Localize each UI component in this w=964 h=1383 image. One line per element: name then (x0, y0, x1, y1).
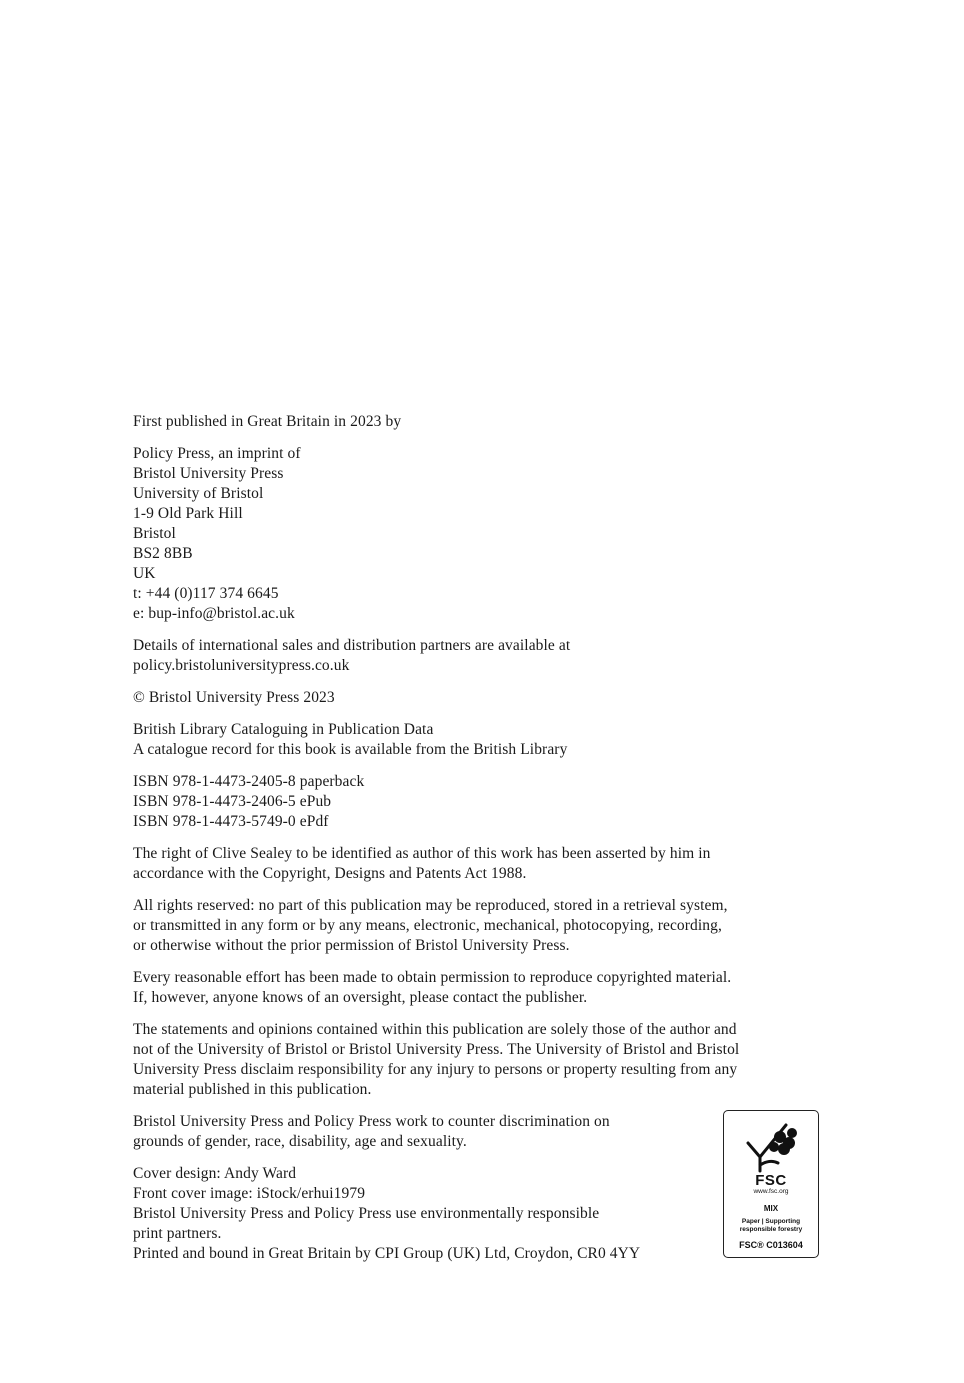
first-published-line: First published in Great Britain in 2023 by (133, 413, 402, 430)
address-line: Bristol University Press (133, 465, 284, 482)
disclaimer-line: University Press disclaim responsibility for any injury to persons or property resulting from any (133, 1061, 738, 1078)
cataloguing-data (133, 720, 833, 760)
fsc-url: www.fsc.org (753, 1188, 789, 1195)
print-partner-line: print partners. (133, 1225, 222, 1242)
address-line: Bristol (133, 525, 176, 542)
fsc-claim-line: Paper | Supporting (741, 1218, 801, 1225)
copyright-notice (133, 688, 833, 708)
moral-rights-statement (133, 844, 833, 884)
printer-line: Printed and bound in Great Britain by CPI Group (UK) Ltd, Croydon, CR0 4YY (133, 1245, 641, 1262)
distribution-line: Details of international sales and distribution partners are available at (133, 637, 571, 654)
isbn-list (133, 772, 833, 832)
fsc-claim (724, 1218, 818, 1234)
cover-design-credit: Cover design: Andy Ward (133, 1165, 297, 1182)
isbn-line: ISBN 978-1-4473-5749-0 ePdf (133, 813, 329, 830)
anti-discrimination-line: grounds of gender, race, disability, age and sexuality. (133, 1133, 467, 1150)
fsc-claim-line: responsible forestry (739, 1226, 803, 1233)
phone-line: t: +44 (0)117 374 6645 (133, 585, 279, 602)
address-line: BS2 8BB (133, 545, 193, 562)
rights-line: or transmitted in any form or by any means, electronic, mechanical, photocopying, recording, (133, 917, 722, 934)
rights-reserved-statement (133, 896, 833, 956)
cover-image-credit: Front cover image: iStock/erhui1979 (133, 1185, 366, 1202)
isbn-line: ISBN 978-1-4473-2406-5 ePub (133, 793, 332, 810)
moral-rights-line: The right of Clive Sealey to be identified as author of this work has been asserted by him in (133, 845, 711, 862)
anti-discrimination-line: Bristol University Press and Policy Press work to counter discrimination on (133, 1113, 610, 1130)
permissions-line: If, however, anyone knows of an oversight, please contact the publisher. (133, 989, 588, 1006)
first-published-statement (133, 412, 833, 432)
copyright-line: © Bristol University Press 2023 (133, 689, 335, 706)
distribution-info (133, 636, 833, 676)
disclaimer-line: The statements and opinions contained within this publication are solely those of the author and (133, 1021, 737, 1038)
publisher-address (133, 444, 833, 624)
address-line: 1-9 Old Park Hill (133, 505, 243, 522)
fsc-license-code: FSC® C013604 (739, 1240, 803, 1250)
fsc-certification-logo (723, 1110, 819, 1258)
email-line: e: bup-info@bristol.ac.uk (133, 605, 295, 622)
permissions-statement (133, 968, 833, 1008)
fsc-mix-label: MIX (763, 1204, 779, 1213)
address-line: Policy Press, an imprint of (133, 445, 301, 462)
address-line: UK (133, 565, 156, 582)
cataloguing-line: British Library Cataloguing in Publication Data (133, 721, 434, 738)
address-line: University of Bristol (133, 485, 264, 502)
disclaimer-statement (133, 1020, 833, 1100)
isbn-line: ISBN 978-1-4473-2405-8 paperback (133, 773, 365, 790)
cataloguing-line: A catalogue record for this book is available from the British Library (133, 741, 568, 758)
permissions-line: Every reasonable effort has been made to obtain permission to reproduce copyrighted material. (133, 969, 732, 986)
disclaimer-line: not of the University of Bristol or Bristol University Press. The University of Bristol and Bristol (133, 1041, 740, 1058)
rights-line: or otherwise without the prior permission of Bristol University Press. (133, 937, 570, 954)
disclaimer-line: material published in this publication. (133, 1081, 372, 1098)
rights-line: All rights reserved: no part of this publication may be reproduced, stored in a retrieval system, (133, 897, 728, 914)
fsc-wordmark: FSC (755, 1172, 787, 1189)
fsc-tree-checkmark-icon (740, 1119, 802, 1173)
moral-rights-line: accordance with the Copyright, Designs and Patents Act 1988. (133, 865, 527, 882)
print-partner-line: Bristol University Press and Policy Press use environmentally responsible (133, 1205, 600, 1222)
distribution-url: policy.bristoluniversitypress.co.uk (133, 657, 350, 674)
